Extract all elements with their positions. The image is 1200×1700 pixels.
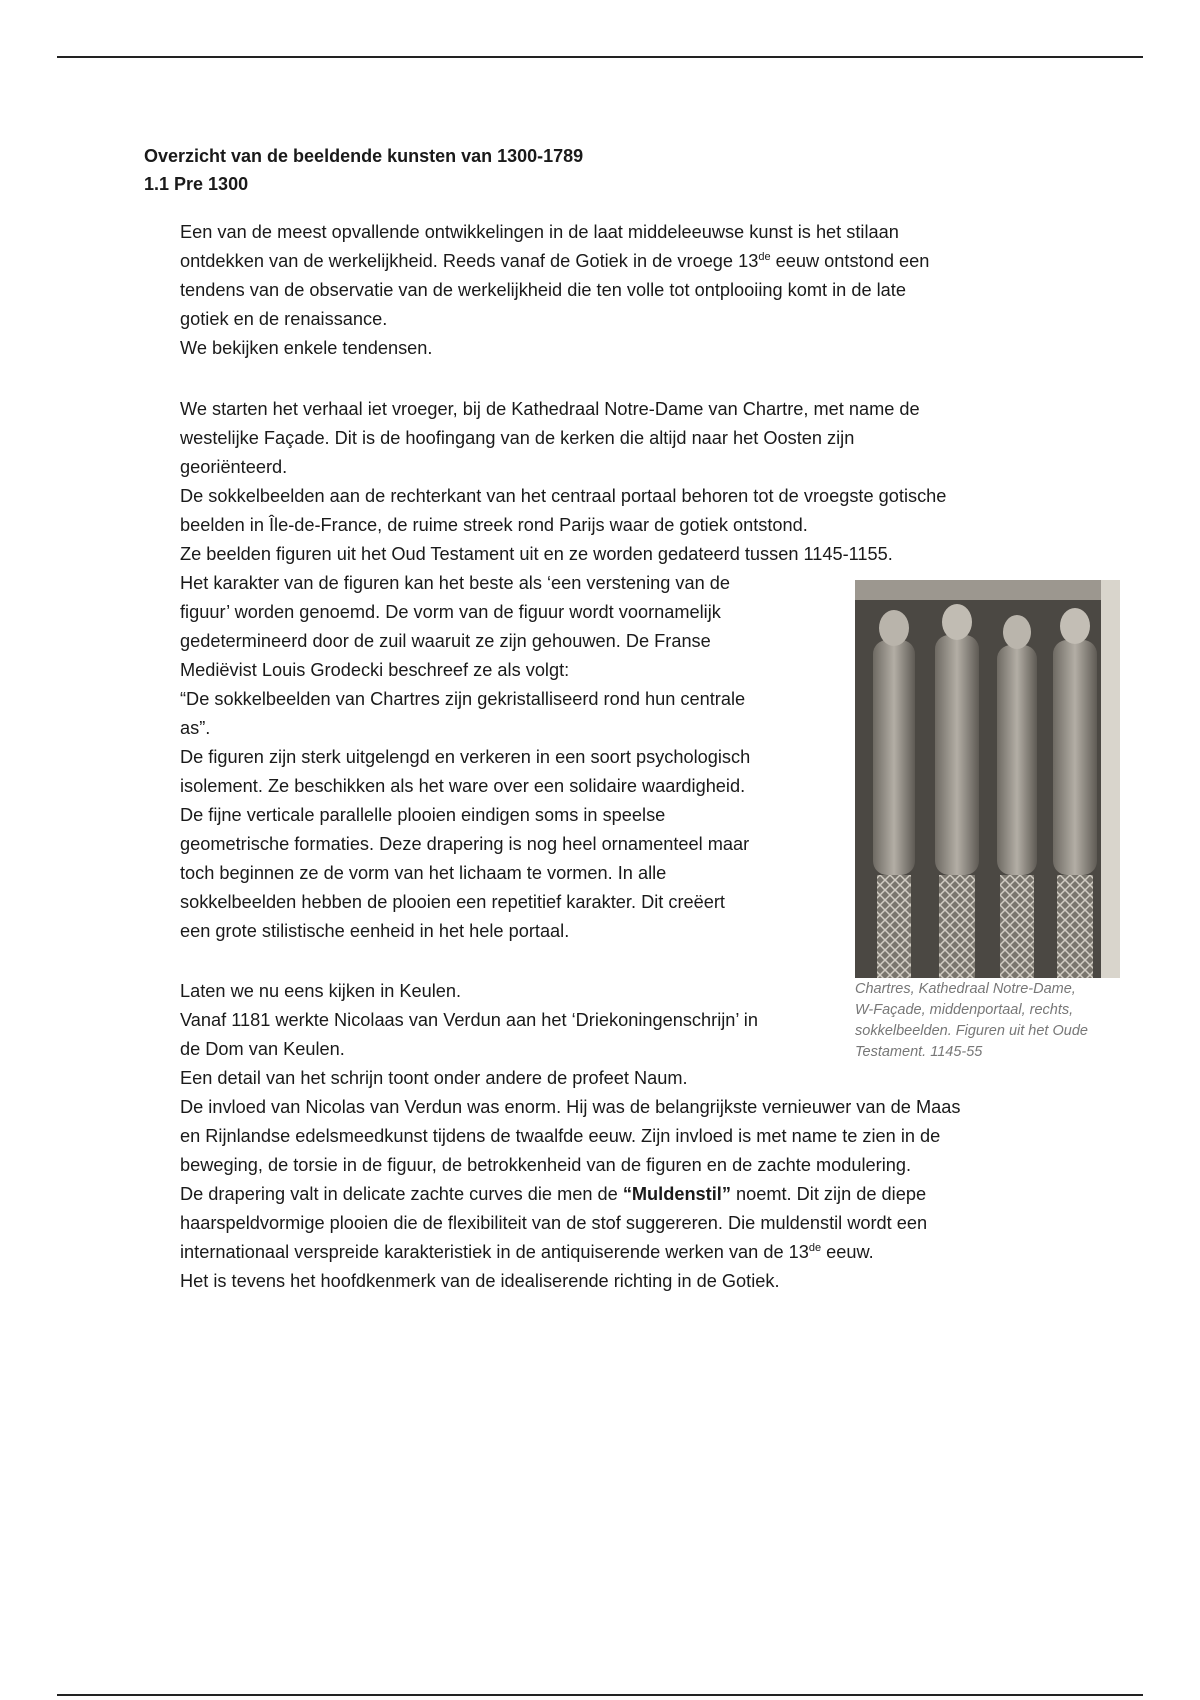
top-rule	[57, 56, 1143, 58]
chartres-description: Het karakter van de figuren kan het beste als ‘een verstening van de figuur’ worden genoemd. De vorm van de figuur wordt voornamelijk gedetermineerd door de zuil waaruit ze zijn gehouwen. De Franse Mediëvist Louis Grodecki beschreef ze als volgt: “De sokkelbeelden van Chartres zijn gekristalliseerd rond hun centrale as”. De figuren zijn sterk uitgelengd en verkeren in een soort psychologisch isolement. Ze beschikken als het ware over een solidaire waardigheid. De fijne verticale parallelle plooien eindigen soms in speelse geometrische formaties. Deze drapering is nog heel ornamenteel maar toch beginnen ze de vorm van het lichaam te vormen. In alle sokkelbeelden hebben de plooien een repetitief karakter. Dit creëert een grote stilistische eenheid in het hele portaal.	[180, 573, 751, 941]
statue-2	[935, 604, 979, 978]
chartres-paragraph: We starten het verhaal iet vroeger, bij de Kathedraal Notre-Dame van Chartre, met name de westelijke Façade. Dit is de hoofingang van de kerken die altijd naar het Oosten zijn georiënteerd. De sokkelbeelden aan de rechterkant van het centraal portaal behoren tot de vroegste gotische beelden in Île-de-France, de ruime streek rond Parijs waar de gotiek ontstond. Ze beelden figuren uit het Oud Testament uit en ze worden gedateerd tussen 1145-1155.	[180, 399, 947, 564]
keulen-paragraph: Een detail van het schrijn toont onder andere de profeet Naum. De invloed van Nicolas van Verdun was enorm. Hij was de belangrijkste vernieuwer van de Maas en Rijnlandse edelsmeedkunst tijdens de twaalfde eeuw. Zijn invloed is met name te zien in de beweging, de torsie in de figuur, de betrokkenheid van de figuren en de zachte modulering. De drapering valt in delicate zachte curves die men de “Muldenstil” noemt. Dit zijn de diepe haarspeldvormige plooien die de flexibiliteit van de stof suggereren. Die muldenstil wordt een internationaal verspreide karakteristiek in de antiquiserende werken van de 13de eeuw. Het is tevens het hoofdkenmerk van de idealiserende richting in de Gotiek.	[180, 1068, 961, 1291]
statue-3	[997, 615, 1037, 978]
chartres-statues-photo	[855, 580, 1120, 978]
muldenstil-term: “Muldenstil”	[622, 1184, 731, 1204]
photo-caption: Chartres, Kathedraal Notre-Dame, W-Façade, middenportaal, rechts, sokkelbeelden. Figuren uit het Oude Testament. 1145-55	[855, 981, 1088, 1060]
keulen-intro: Laten we nu eens kijken in Keulen. Vanaf 1181 werkte Nicolaas van Verdun aan het ‘Driekoningenschrijn’ in de Dom van Keulen.	[180, 981, 758, 1059]
document-title: Overzicht van de beeldende kunsten van 1300-1789	[144, 146, 584, 166]
intro-paragraph: Een van de meest opvallende ontwikkelingen in de laat middeleeuwse kunst is het stilaan ontdekken van de werkelijkheid. Reeds vanaf de Gotiek in de vroege 13de eeuw ontstond een tendens van de observatie van de werkelijkheid die ten volle tot ontplooiing komt in de late gotiek en de renaissance. We bekijken enkele tendensen.	[180, 222, 930, 358]
statues-illustration	[855, 580, 1120, 978]
bottom-rule	[57, 1694, 1143, 1696]
statue-1	[873, 610, 915, 978]
section-heading: 1.1 Pre 1300	[144, 174, 249, 194]
statue-4	[1053, 608, 1097, 978]
